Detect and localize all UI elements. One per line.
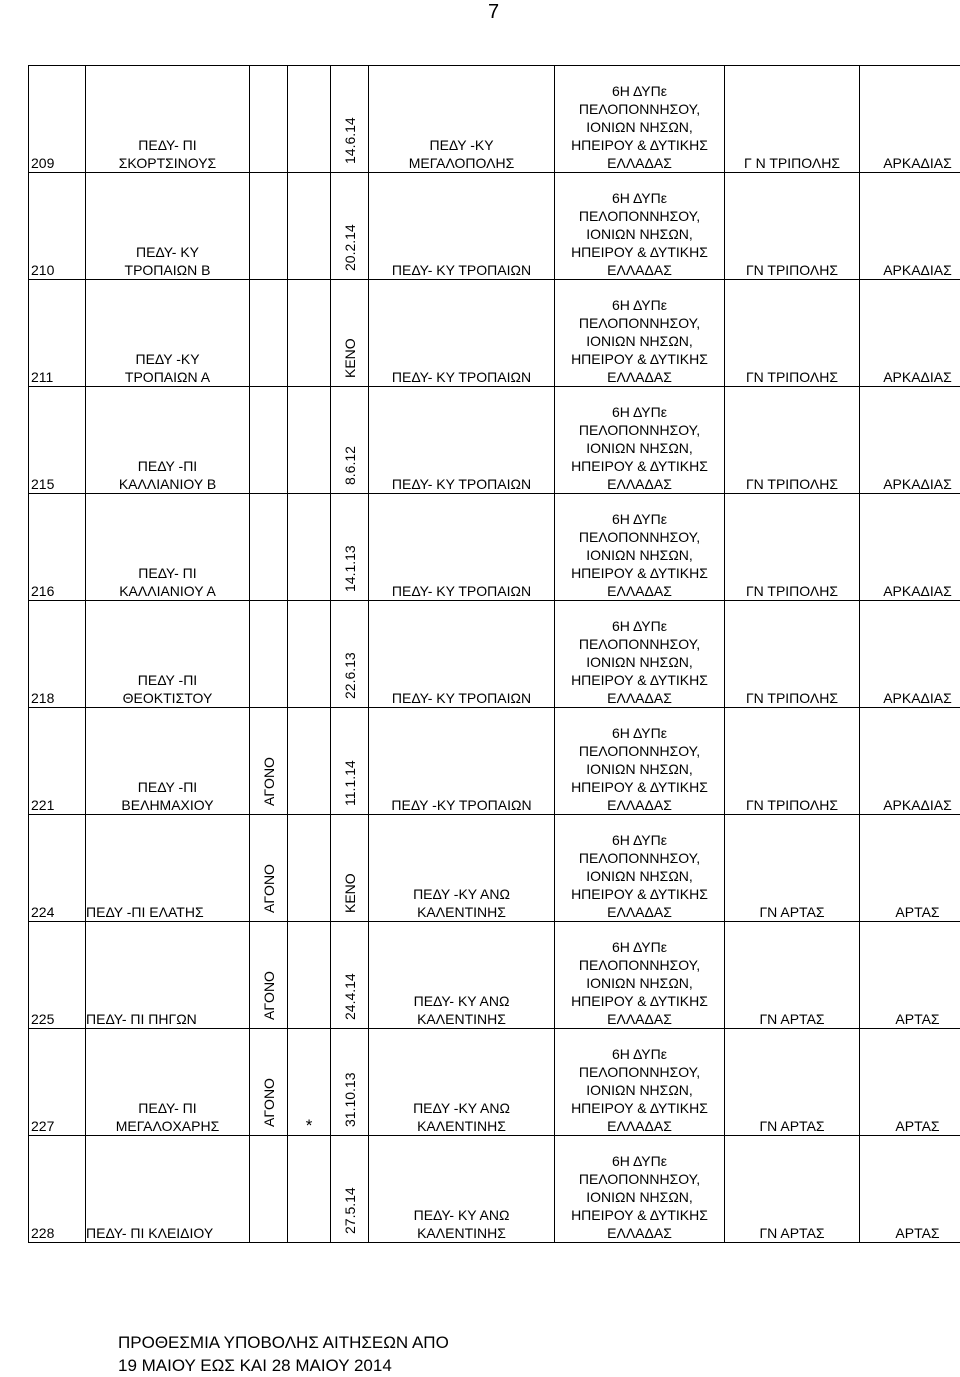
region-line: ΗΠΕΙΡΟΥ & ΔΥΤΙΚΗΣ [571,779,708,795]
region-line: ΠΕΛΟΠΟΝΝΗΣΟΥ, [578,101,701,117]
region-line: 6Η ΔΥΠε [611,725,667,741]
star-cell: * [288,1029,331,1136]
post-name-line: ΠΕΔΥ- ΠΙ [138,565,197,581]
post-name-line: ΚΑΛΛΙΑΝΙΟΥ Α [119,583,216,599]
health-unit-line: ΜΕΓΑΛΟΠΟΛΗΣ [408,155,515,171]
post-code: 215 [29,387,86,494]
region-line: ΙΟΝΙΩΝ ΝΗΣΩΝ, [586,868,693,884]
region-line: 6Η ΔΥΠε [611,190,667,206]
health-unit-line: ΚΑΛΕΝΤΙΝΗΣ [417,1011,506,1027]
region-line: ΠΕΛΟΠΟΝΝΗΣΟΥ, [578,1064,701,1080]
prefecture: ΑΡΚΑΔΙΑΣ [860,66,960,173]
post-name [86,708,250,815]
post-code: 228 [29,1136,86,1243]
post-name-line: ΠΕΔΥ- ΠΙ [138,1100,197,1116]
prefecture: ΑΡΚΑΔΙΑΣ [860,173,960,280]
health-unit [369,494,555,601]
health-unit-line: ΠΕΔΥ- ΚΥ ΤΡΟΠΑΙΩΝ [391,369,532,385]
date-cell [331,387,369,494]
health-unit [369,173,555,280]
vacancy-date: 20.2.14 [341,224,358,271]
region-line: ΙΟΝΙΩΝ ΝΗΣΩΝ, [586,440,693,456]
vacancy-date: 14.1.13 [341,545,358,592]
region-line: ΙΟΝΙΩΝ ΝΗΣΩΝ, [586,226,693,242]
post-name-line: ΠΕΔΥ -ΚΥ [135,351,200,367]
health-unit [369,815,555,922]
prefecture: ΑΡΚΑΔΙΑΣ [860,280,960,387]
vacancy-date: ΚΕΝΟ [341,873,358,913]
health-unit [369,922,555,1029]
health-unit-line: ΠΕΔΥ- ΚΥ ΤΡΟΠΑΙΩΝ [391,583,532,599]
post-name-line: ΜΕΓΑΛΟΧΑΡΗΣ [115,1118,220,1134]
table-row [29,815,960,922]
region-line: ΕΛΛΑΔΑΣ [607,690,672,706]
date-cell [331,708,369,815]
post-name [86,922,250,1029]
region-line: ΕΛΛΑΔΑΣ [607,369,672,385]
star-cell [288,66,331,173]
star-cell [288,280,331,387]
prefecture: ΑΡΤΑΣ [860,1136,960,1243]
region-line: ΗΠΕΙΡΟΥ & ΔΥΤΙΚΗΣ [571,1100,708,1116]
region-line: ΠΕΛΟΠΟΝΝΗΣΟΥ, [578,529,701,545]
star-cell [288,387,331,494]
prefecture: ΑΡΚΑΔΙΑΣ [860,708,960,815]
date-cell [331,66,369,173]
vacancy-date: 24.4.14 [341,973,358,1020]
region-line: ΠΕΛΟΠΟΝΝΗΣΟΥ, [578,636,701,652]
region-authority [555,494,725,601]
agono-label: ΑΓΟΝΟ [260,864,277,913]
agono-label: ΑΓΟΝΟ [260,757,277,806]
region-authority [555,922,725,1029]
date-cell [331,922,369,1029]
post-name-line: ΠΕΔΥ -ΠΙ ΕΛΑΤΗΣ [86,904,204,920]
region-authority [555,708,725,815]
post-code: 225 [29,922,86,1029]
post-name [86,173,250,280]
table-row [29,601,960,708]
region-line: ΠΕΛΟΠΟΝΝΗΣΟΥ, [578,315,701,331]
hospital: ΓΝ ΤΡΙΠΟΛΗΣ [725,387,860,494]
health-unit [369,1136,555,1243]
post-name-line: ΠΕΔΥ- ΚΥ [135,244,200,260]
date-cell [331,173,369,280]
region-line: 6Η ΔΥΠε [611,618,667,634]
post-code: 211 [29,280,86,387]
region-line: ΕΛΛΑΔΑΣ [607,1225,672,1241]
region-line: ΗΠΕΙΡΟΥ & ΔΥΤΙΚΗΣ [571,1207,708,1223]
post-name-line: ΤΡΟΠΑΙΩΝ Β [124,262,211,278]
region-line: 6Η ΔΥΠε [611,1046,667,1062]
prefecture: ΑΡΤΑΣ [860,1029,960,1136]
star-cell [288,815,331,922]
region-line: ΗΠΕΙΡΟΥ & ΔΥΤΙΚΗΣ [571,244,708,260]
hospital: ΓΝ ΤΡΙΠΟΛΗΣ [725,494,860,601]
post-name [86,387,250,494]
star-cell [288,708,331,815]
region-line: ΠΕΛΟΠΟΝΝΗΣΟΥ, [578,422,701,438]
region-authority [555,601,725,708]
region-line: ΗΠΕΙΡΟΥ & ΔΥΤΙΚΗΣ [571,458,708,474]
post-code: 216 [29,494,86,601]
post-code: 209 [29,66,86,173]
hospital: ΓΝ ΑΡΤΑΣ [725,815,860,922]
posts-table [28,65,960,1243]
deadline-line-1: ΠΡΟΘΕΣΜΙΑ ΥΠΟΒΟΛΗΣ ΑΙΤΗΣΕΩΝ ΑΠΟ [118,1333,449,1352]
region-authority [555,1136,725,1243]
health-unit [369,708,555,815]
prefecture: ΑΡΤΑΣ [860,815,960,922]
health-unit [369,387,555,494]
table-row [29,280,960,387]
hospital: ΓΝ ΑΡΤΑΣ [725,1029,860,1136]
region-line: ΕΛΛΑΔΑΣ [607,797,672,813]
table-row [29,1029,960,1136]
agono-label: ΑΓΟΝΟ [260,1078,277,1127]
prefecture: ΑΡΚΑΔΙΑΣ [860,494,960,601]
region-line: ΠΕΛΟΠΟΝΝΗΣΟΥ, [578,850,701,866]
prefecture: ΑΡΤΑΣ [860,922,960,1029]
region-authority [555,280,725,387]
health-unit-line: ΠΕΔΥ -ΚΥ ΤΡΟΠΑΙΩΝ [391,797,532,813]
hospital: ΓΝ ΤΡΙΠΟΛΗΣ [725,280,860,387]
post-code: 227 [29,1029,86,1136]
region-line: ΙΟΝΙΩΝ ΝΗΣΩΝ, [586,333,693,349]
prefecture: ΑΡΚΑΔΙΑΣ [860,601,960,708]
region-authority [555,66,725,173]
deadline-line-2: 19 ΜΑΙΟΥ ΕΩΣ ΚΑΙ 28 ΜΑΙΟΥ 2014 [118,1356,392,1375]
agono-cell [250,173,288,280]
health-unit [369,1029,555,1136]
post-name [86,1029,250,1136]
health-unit-line: ΠΕΔΥ- ΚΥ ΤΡΟΠΑΙΩΝ [391,262,532,278]
post-name-line: ΠΕΔΥ- ΠΙ [138,137,197,153]
hospital: ΓΝ ΤΡΙΠΟΛΗΣ [725,173,860,280]
post-name-line: ΒΕΛΗΜΑΧΙΟΥ [121,797,214,813]
region-line: ΗΠΕΙΡΟΥ & ΔΥΤΙΚΗΣ [571,351,708,367]
post-name-line: ΘΕΟΚΤΙΣΤΟΥ [122,690,213,706]
star-cell [288,922,331,1029]
agono-cell [250,66,288,173]
post-name-line: ΣΚΟΡΤΣΙΝΟΥΣ [118,155,217,171]
region-line: ΗΠΕΙΡΟΥ & ΔΥΤΙΚΗΣ [571,993,708,1009]
region-authority [555,1029,725,1136]
post-name-line: ΤΡΟΠΑΙΩΝ Α [124,369,211,385]
table-row [29,1136,960,1243]
post-name-line: ΚΑΛΛΙΑΝΙΟΥ Β [118,476,217,492]
post-name [86,280,250,387]
region-line: 6Η ΔΥΠε [611,297,667,313]
health-unit-line: ΚΑΛΕΝΤΙΝΗΣ [417,1118,506,1134]
agono-cell [250,1029,288,1136]
agono-cell [250,601,288,708]
region-line: ΙΟΝΙΩΝ ΝΗΣΩΝ, [586,975,693,991]
post-code: 210 [29,173,86,280]
post-name-line: ΠΕΔΥ -ΠΙ [137,458,198,474]
star-cell [288,1136,331,1243]
prefecture: ΑΡΚΑΔΙΑΣ [860,387,960,494]
deadline-note [118,1331,449,1377]
health-unit [369,601,555,708]
star-cell [288,494,331,601]
date-cell [331,494,369,601]
page-number: 7 [488,1,500,23]
vacancy-date: 11.1.14 [341,760,358,806]
region-line: 6Η ΔΥΠε [611,1153,667,1169]
region-line: ΕΛΛΑΔΑΣ [607,1011,672,1027]
date-cell [331,1136,369,1243]
post-name-line: ΠΕΔΥ- ΠΙ ΠΗΓΩΝ [86,1011,197,1027]
star-cell [288,601,331,708]
health-unit [369,66,555,173]
vacancy-date: 14.6.14 [341,117,358,164]
agono-cell [250,815,288,922]
agono-cell [250,708,288,815]
post-code: 221 [29,708,86,815]
region-line: ΙΟΝΙΩΝ ΝΗΣΩΝ, [586,547,693,563]
region-line: ΠΕΛΟΠΟΝΝΗΣΟΥ, [578,208,701,224]
vacancy-date: ΚΕΝΟ [341,338,358,378]
health-unit-line: ΠΕΔΥ -ΚΥ ΑΝΩ [413,886,510,902]
post-code: 224 [29,815,86,922]
region-line: ΙΟΝΙΩΝ ΝΗΣΩΝ, [586,1189,693,1205]
vacancy-date: 8.6.12 [341,446,358,485]
region-authority [555,387,725,494]
region-authority [555,173,725,280]
post-name [86,815,250,922]
post-name [86,601,250,708]
region-line: ΕΛΛΑΔΑΣ [607,583,672,599]
region-line: ΗΠΕΙΡΟΥ & ΔΥΤΙΚΗΣ [571,886,708,902]
agono-cell [250,280,288,387]
table-row [29,66,960,173]
region-line: ΕΛΛΑΔΑΣ [607,476,672,492]
region-line: ΕΛΛΑΔΑΣ [607,904,672,920]
table-row [29,494,960,601]
post-name-line: ΠΕΔΥ -ΠΙ [137,779,198,795]
region-line: ΕΛΛΑΔΑΣ [607,1118,672,1134]
date-cell [331,1029,369,1136]
agono-cell [250,494,288,601]
region-line: ΙΟΝΙΩΝ ΝΗΣΩΝ, [586,119,693,135]
region-line: ΕΛΛΑΔΑΣ [607,155,672,171]
region-line: ΗΠΕΙΡΟΥ & ΔΥΤΙΚΗΣ [571,137,708,153]
health-unit-line: ΠΕΔΥ- ΚΥ ΑΝΩ [413,993,510,1009]
health-unit [369,280,555,387]
region-authority [555,815,725,922]
post-code: 218 [29,601,86,708]
post-name-line: ΠΕΔΥ- ΠΙ ΚΛΕΙΔΙΟΥ [86,1225,214,1241]
table-body [29,66,960,1243]
star-cell [288,173,331,280]
health-unit-line: ΠΕΔΥ -ΚΥ ΑΝΩ [413,1100,510,1116]
vacancy-date: 27.5.14 [341,1187,358,1234]
region-line: 6Η ΔΥΠε [611,939,667,955]
post-name [86,494,250,601]
region-line: ΗΠΕΙΡΟΥ & ΔΥΤΙΚΗΣ [571,565,708,581]
region-line: ΠΕΛΟΠΟΝΝΗΣΟΥ, [578,957,701,973]
region-line: 6Η ΔΥΠε [611,83,667,99]
hospital: ΓΝ ΤΡΙΠΟΛΗΣ [725,708,860,815]
region-line: ΙΟΝΙΩΝ ΝΗΣΩΝ, [586,654,693,670]
vacancy-date: 31.10.13 [341,1072,358,1127]
region-line: ΠΕΛΟΠΟΝΝΗΣΟΥ, [578,1171,701,1187]
date-cell [331,601,369,708]
hospital: Γ Ν ΤΡΙΠΟΛΗΣ [725,66,860,173]
region-line: 6Η ΔΥΠε [611,832,667,848]
table-row [29,922,960,1029]
hospital: ΓΝ ΑΡΤΑΣ [725,922,860,1029]
region-line: ΠΕΛΟΠΟΝΝΗΣΟΥ, [578,743,701,759]
agono-cell [250,1136,288,1243]
agono-cell [250,922,288,1029]
region-line: 6Η ΔΥΠε [611,511,667,527]
health-unit-line: ΠΕΔΥ -ΚΥ [429,137,494,153]
health-unit-line: ΠΕΔΥ- ΚΥ ΤΡΟΠΑΙΩΝ [391,476,532,492]
post-name-line: ΠΕΔΥ -ΠΙ [137,672,198,688]
hospital: ΓΝ ΑΡΤΑΣ [725,1136,860,1243]
date-cell [331,815,369,922]
region-line: ΕΛΛΑΔΑΣ [607,262,672,278]
hospital: ΓΝ ΤΡΙΠΟΛΗΣ [725,601,860,708]
region-line: ΗΠΕΙΡΟΥ & ΔΥΤΙΚΗΣ [571,672,708,688]
region-line: ΙΟΝΙΩΝ ΝΗΣΩΝ, [586,1082,693,1098]
region-line: ΙΟΝΙΩΝ ΝΗΣΩΝ, [586,761,693,777]
table-row [29,708,960,815]
table-row [29,387,960,494]
date-cell [331,280,369,387]
health-unit-line: ΚΑΛΕΝΤΙΝΗΣ [417,1225,506,1241]
vacancy-date: 22.6.13 [341,652,358,699]
agono-cell [250,387,288,494]
health-unit-line: ΚΑΛΕΝΤΙΝΗΣ [417,904,506,920]
region-line: 6Η ΔΥΠε [611,404,667,420]
health-unit-line: ΠΕΔΥ- ΚΥ ΤΡΟΠΑΙΩΝ [391,690,532,706]
post-name [86,66,250,173]
post-name [86,1136,250,1243]
table-row [29,173,960,280]
health-unit-line: ΠΕΔΥ- ΚΥ ΑΝΩ [413,1207,510,1223]
agono-label: ΑΓΟΝΟ [260,971,277,1020]
